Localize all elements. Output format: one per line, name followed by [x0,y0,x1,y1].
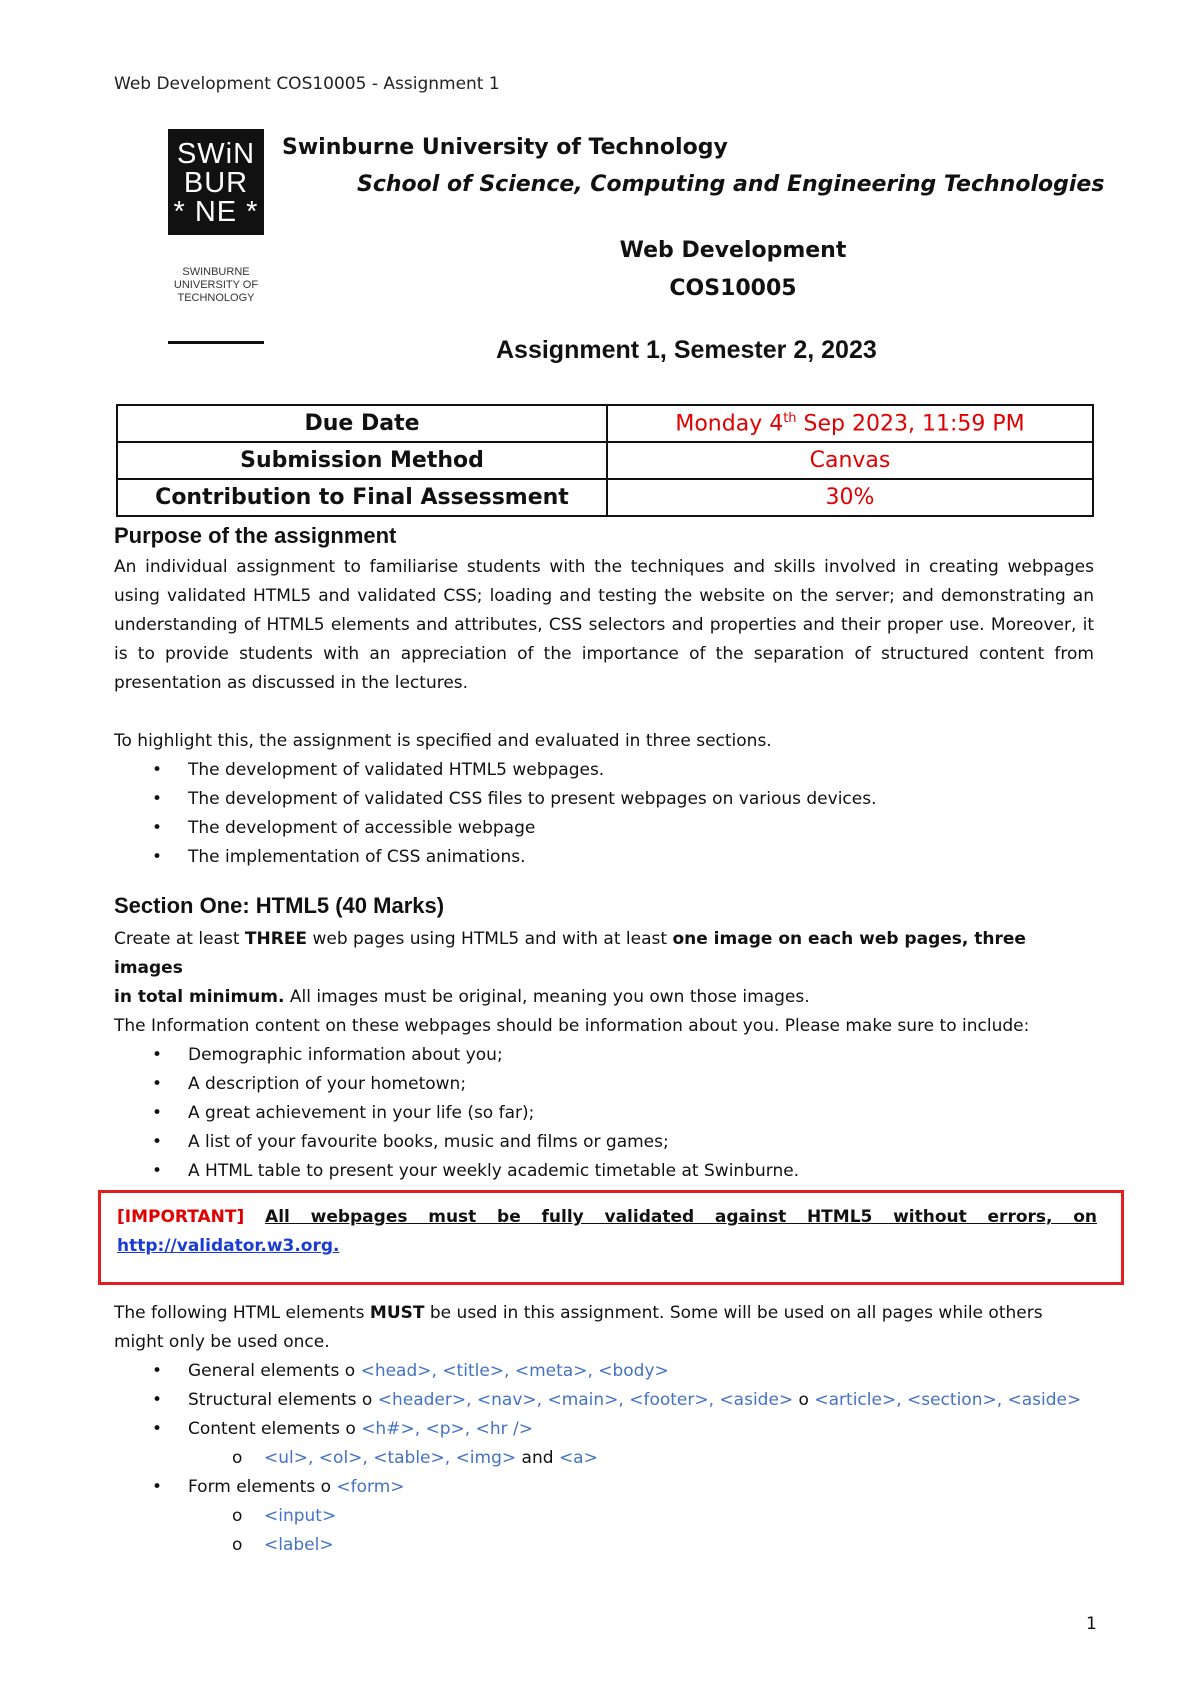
page-number: 1 [1086,1614,1097,1634]
section-one-heading: Section One: HTML5 (40 Marks) [114,893,445,918]
assignment-info-table [116,404,1094,517]
list-item: • Structural elements o <header>, <nav>, <main>, <footer>, <aside> o <article>, <section>, <aside> [152,1390,1082,1410]
submission-method-value: Canvas [607,442,1093,479]
important-notice-text: [IMPORTANT] All webpages must be fully validated against HTML5 without errors, on [117,1207,1098,1227]
due-date-label: Due Date [117,405,607,442]
list-item: • A great achievement in your life (so far); [152,1103,535,1123]
input-element: <input> [264,1506,337,1526]
assignment-title: Assignment 1, Semester 2, 2023 [496,336,877,364]
sub-item-marker: o [232,1448,243,1468]
contribution-label: Contribution to Final Assessment [117,479,607,516]
list-item: • General elements o <head>, <title>, <meta>, <body> [152,1361,669,1381]
section-one-paragraph-2: The Information content on these webpages should be information about you. Please make sure to include: [114,1016,1030,1036]
contribution-value: 30% [607,479,1093,516]
list-item: • A list of your favourite books, music and films or games; [152,1132,669,1152]
content-elements-sub: <ul>, <ol>, <table>, <img> and <a> [264,1448,598,1468]
purpose-heading: Purpose of the assignment [114,523,397,548]
purpose-paragraph: An individual assignment to familiarise students with the techniques and skills involved in creating webpages using validated HTML5 and validated CSS; loading and testing the website on the server; and demonstrating an understanding of HTML5 elements and attributes, CSS selectors and properties and their proper use. Moreover, it is to provide students with an appreciation of the importance of the separation of structured content from presentation as discussed in the lectures. [114,557,1094,693]
form-elements-list [114,1473,405,1502]
section-one-paragraph-1: Create at least THREE web pages using HTML5 and with at least one image on each web pages, three images in total minimum. All images must be original, meaning you own those images. [114,929,1026,1007]
logo-divider [168,341,264,344]
sub-item-marker: o [232,1535,243,1555]
table-row [117,405,1093,442]
section-one-paragraph-3: The following HTML elements MUST be used in this assignment. Some will be used on all pages while others might only be used once. [114,1303,1043,1352]
table-row [117,479,1093,516]
validator-link[interactable]: http://validator.w3.org. [117,1236,340,1256]
purpose-list [114,756,877,872]
html-elements-list [114,1357,1081,1444]
list-item: • The development of validated HTML5 webpages. [152,760,605,780]
submission-method-label: Submission Method [117,442,607,479]
table-row [117,442,1093,479]
info-content-list [114,1041,799,1186]
sub-item-marker: o [232,1506,243,1526]
list-item: • The development of validated CSS files to present webpages on various devices. [152,789,877,809]
list-item: • A description of your hometown; [152,1074,467,1094]
university-name: Swinburne University of Technology [282,135,728,160]
logo-sub-1: SWINBURNE [182,266,250,278]
swinburne-logo [168,129,264,235]
logo-line-1: SWiN [176,138,256,170]
course-name: Web Development [619,238,847,263]
list-item: • Demographic information about you; [152,1045,503,1065]
logo-line-2: BUR [183,167,249,199]
purpose-intro: To highlight this, the assignment is specified and evaluated in three sections. [114,731,772,751]
course-code: COS10005 [669,276,797,301]
list-item: • The development of accessible webpage [152,818,536,838]
label-element: <label> [264,1535,334,1555]
list-item: • A HTML table to present your weekly academic timetable at Swinburne. [152,1161,800,1181]
list-item: • Content elements o <h#>, <p>, <hr /> [152,1419,533,1439]
important-notice-box [98,1190,1124,1285]
list-item: • The implementation of CSS animations. [152,847,526,867]
list-item: • Form elements o <form> [152,1477,405,1497]
logo-sub-2: UNIVERSITY OF [173,279,259,291]
logo-sub-3: TECHNOLOGY [177,292,255,304]
due-date-value: Monday 4th Sep 2023, 11:59 PM [607,405,1093,442]
logo-line-3: * NE * [173,196,259,228]
running-header: Web Development COS10005 - Assignment 1 [114,74,500,94]
school-name: School of Science, Computing and Engineering Technologies [357,172,1105,197]
